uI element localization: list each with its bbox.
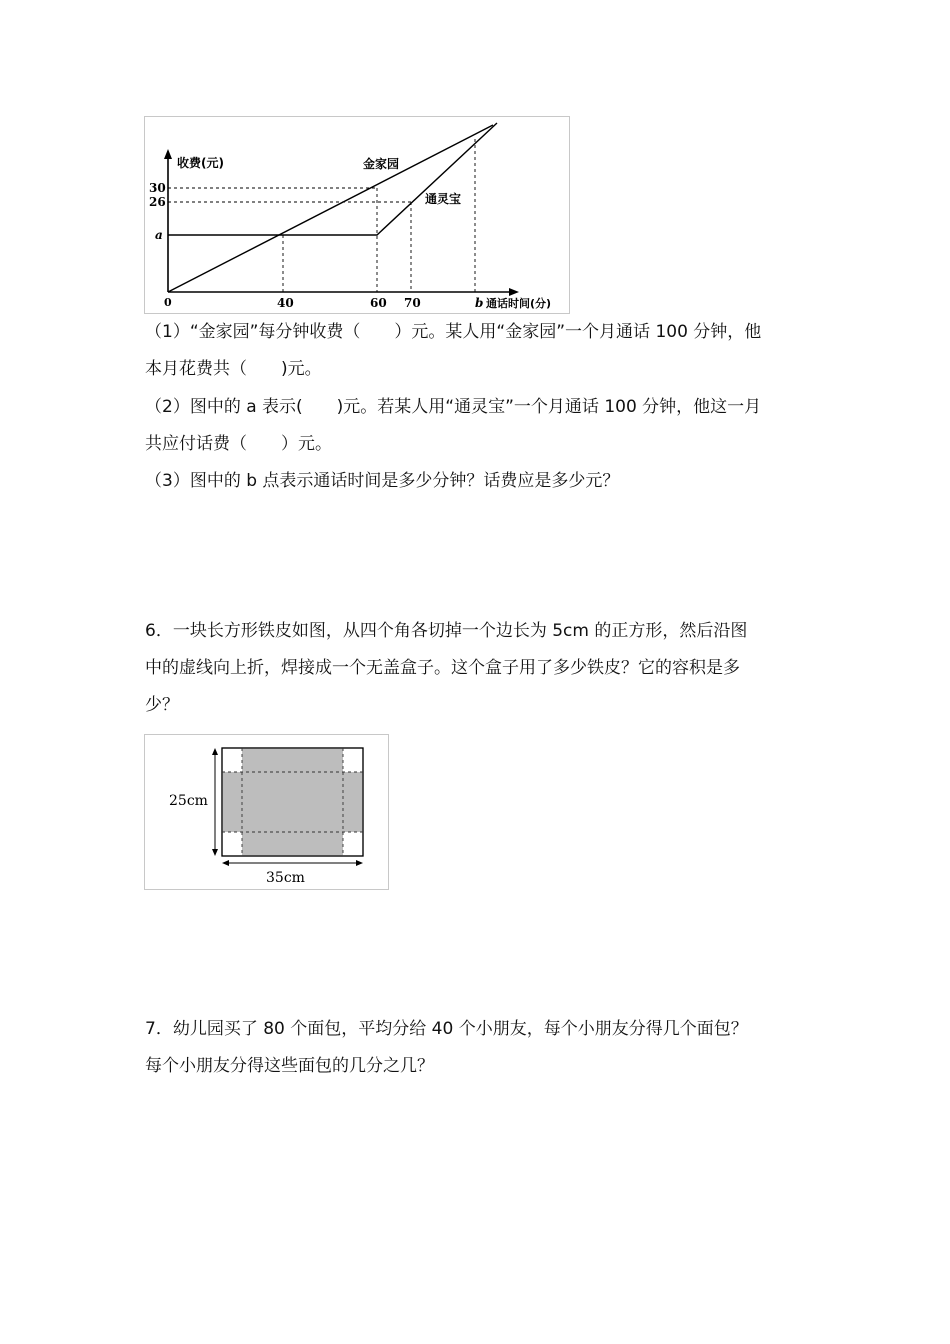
sheet-canvas: [145, 735, 388, 889]
q6-line2: 中的虚线向上折，焊接成一个无盖盒子。这个盒子用了多少铁皮？它的容积是多: [145, 658, 740, 678]
iron-sheet-figure: [144, 734, 389, 890]
y-axis-arrow: [164, 149, 172, 159]
x-tick-40: 40: [277, 296, 294, 310]
q7-line2: 每个小朋友分得这些面包的几分之几？: [145, 1056, 434, 1076]
x-tick-b: b: [475, 296, 484, 310]
phone-charge-graph: [144, 116, 570, 314]
q5-part1-line2: 本月花费共（ )元。: [145, 359, 322, 379]
y-tick-30: 30: [149, 181, 166, 195]
origin-label: 0: [164, 296, 172, 309]
line-jinjiayuan: [168, 125, 493, 292]
height-label: 25cm: [169, 793, 208, 809]
x-axis-arrow: [509, 288, 519, 296]
y-tick-a: a: [155, 228, 163, 242]
graph-canvas: [145, 117, 569, 313]
line2-label: 通灵宝: [425, 192, 462, 206]
q5-part1-line1: （1）“金家园”每分钟收费（ ）元。某人用“金家园”一个月通话 100 分钟，他: [145, 322, 762, 342]
q6-line3: 少？: [145, 695, 179, 715]
net-horizontal: [222, 772, 363, 832]
y-axis-label: 收费(元): [177, 156, 224, 170]
y-tick-26: 26: [149, 195, 166, 209]
x-tick-70: 70: [404, 296, 421, 310]
width-label: 35cm: [266, 870, 305, 886]
q6-line1: 6．一块长方形铁皮如图，从四个角各切掉一个边长为 5cm 的正方形，然后沿图: [145, 621, 748, 641]
q7-line1: 7．幼儿园买了 80 个面包，平均分给 40 个小朋友，每个小朋友分得几个面包？: [145, 1019, 748, 1039]
x-axis-label: 通话时间(分): [486, 297, 552, 310]
x-tick-60: 60: [370, 296, 387, 310]
q5-part2-line2: 共应付话费（ ）元。: [145, 434, 332, 454]
line1-label: 金家园: [363, 157, 400, 171]
q5-part2-line1: （2）图中的 a 表示( )元。若某人用“通灵宝”一个月通话 100 分钟，他这一月: [145, 397, 762, 417]
q5-part3: （3）图中的 b 点表示通话时间是多少分钟？话费应是多少元？: [145, 471, 620, 491]
line-tonglingbao: [168, 123, 497, 235]
